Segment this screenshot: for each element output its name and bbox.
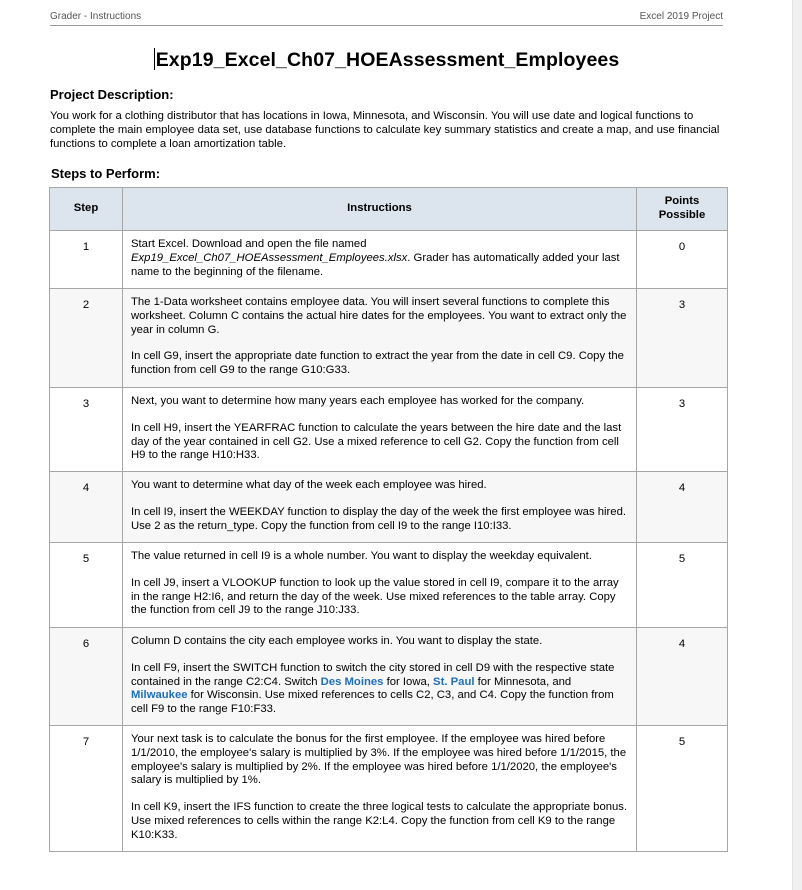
- table-header-row: [50, 188, 728, 231]
- text-cursor: [154, 48, 155, 70]
- city-des-moines: Des Moines: [320, 675, 384, 688]
- city-milwaukee: Milwaukee: [131, 689, 188, 702]
- points-value: 0: [637, 231, 728, 289]
- steps-heading: Steps to Perform:: [51, 166, 161, 181]
- instruction-paragraph: You want to determine what day of the week each employee was hired.: [131, 479, 487, 491]
- col-header-instructions: Instructions: [123, 188, 637, 231]
- instruction-paragraph: Next, you want to determine how many years each employee has worked for the company.: [131, 395, 585, 407]
- instruction-paragraph: In cell H9, insert the YEARFRAC function to calculate the years between the hire date and the last day of the year contained in cell G2. Use a mixed reference to cell G2. Copy the function from cell H9 to the range H10:H33.: [131, 421, 622, 462]
- instruction-cell: [123, 388, 637, 472]
- instruction-cell: [123, 231, 637, 289]
- header-left-text: Grader - Instructions: [50, 11, 142, 22]
- points-value: 4: [637, 628, 728, 726]
- points-value: 3: [637, 289, 728, 388]
- instruction-paragraph: In cell I9, insert the WEEKDAY function to display the day of the week the first employee was hired. Use 2 as the return_type. Copy the function from cell I9 to the range I10:I33.: [131, 505, 627, 532]
- step-number: 1: [50, 231, 123, 289]
- table-row: [50, 289, 728, 388]
- instruction-paragraph: Column D contains the city each employee works in. You want to display the state.: [131, 635, 543, 647]
- header-right-text: Excel 2019 Project: [639, 11, 723, 22]
- steps-table: [49, 187, 728, 852]
- col-header-points: Points Possible: [637, 188, 728, 231]
- document-title: [0, 48, 773, 72]
- table-row: [50, 472, 728, 543]
- project-description-text: You work for a clothing distributor that has locations in Iowa, Minnesota, and Wisconsin. You will use date and logical functions to complete the main employee data set, use database functions to calculate key summary statistics and create a map, and use financial functions to complete a loan amortization table.: [50, 110, 720, 150]
- instruction-cell: [123, 472, 637, 543]
- instruction-paragraph: In cell G9, insert the appropriate date function to extract the year from the date in cell C9. Copy the function from cell G9 to the range G10:G33.: [131, 350, 624, 377]
- instruction-paragraph: In cell K9, insert the IFS function to create the three logical tests to calculate the appropriate bonus. Use mixed references to cells within the range K2:L4. Copy the function from cell K9 to the range K10:K33.: [131, 801, 628, 841]
- instruction-paragraph: The 1-Data worksheet contains employee data. You will insert several functions to complete this worksheet. Column C contains the actual hire dates for the employees. You want to extract only the year in column G.: [131, 296, 627, 336]
- instruction-paragraph: Start Excel. Download and open the file named Exp19_Excel_Ch07_HOEAssessment_Employees.xlsx. Grader has automatically added your last name to the beginning of the filename.: [131, 238, 620, 278]
- instruction-cell: [123, 628, 637, 726]
- step-number: 3: [50, 388, 123, 472]
- city-st-paul: St. Paul: [433, 675, 475, 688]
- instruction-cell: [123, 289, 637, 388]
- page-header: [50, 10, 723, 26]
- table-row: [50, 628, 728, 726]
- instruction-paragraph: Your next task is to calculate the bonus for the first employee. If the employee was hired before 1/1/2010, the employee's salary is multiplied by 3%. If the employee was hired before 1/1/2015, the employee's salary is multiplied by 2%. If the employee was hired before 1/1/2020, the employee's salary is multiplied by 1%.: [131, 733, 627, 787]
- table-row: [50, 388, 728, 472]
- step-number: 4: [50, 472, 123, 543]
- step-number: 7: [50, 726, 123, 852]
- step-number: 6: [50, 628, 123, 726]
- instruction-cell: [123, 543, 637, 628]
- step-number: 5: [50, 543, 123, 628]
- instruction-paragraph: The value returned in cell I9 is a whole number. You want to display the weekday equivalent.: [131, 550, 592, 562]
- points-value: 4: [637, 472, 728, 543]
- project-description-heading: Project Description:: [50, 87, 174, 102]
- step-number: 2: [50, 289, 123, 388]
- col-header-step: Step: [50, 188, 123, 231]
- points-value: 5: [637, 543, 728, 628]
- table-row: [50, 543, 728, 628]
- points-value: 5: [637, 726, 728, 852]
- title-text: Exp19_Excel_Ch07_HOEAssessment_Employees: [155, 49, 620, 71]
- vertical-scrollbar[interactable]: [792, 0, 802, 890]
- instruction-cell: [123, 726, 637, 852]
- filename: Exp19_Excel_Ch07_HOEAssessment_Employees.xlsx: [131, 251, 408, 264]
- points-value: 3: [637, 388, 728, 472]
- table-row: [50, 726, 728, 852]
- instruction-paragraph: In cell J9, insert a VLOOKUP function to look up the value stored in cell I9, compare it to the array in the range H2:I6, and return the day of the week. Use mixed references to the table array. Copy the function from cell J9 to the range J10:J33.: [131, 576, 619, 617]
- table-row: [50, 231, 728, 289]
- instruction-paragraph: In cell F9, insert the SWITCH function to switch the city stored in cell D9 with the respective state contained in the range C2:C4. Switch Des Moines for Iowa, St. Paul for Minnesota, and Milwaukee for Wisconsin. Use mixed references to cells C2, C3, and C4. Copy the function from cell F9 to the range F10:F33.: [131, 661, 615, 716]
